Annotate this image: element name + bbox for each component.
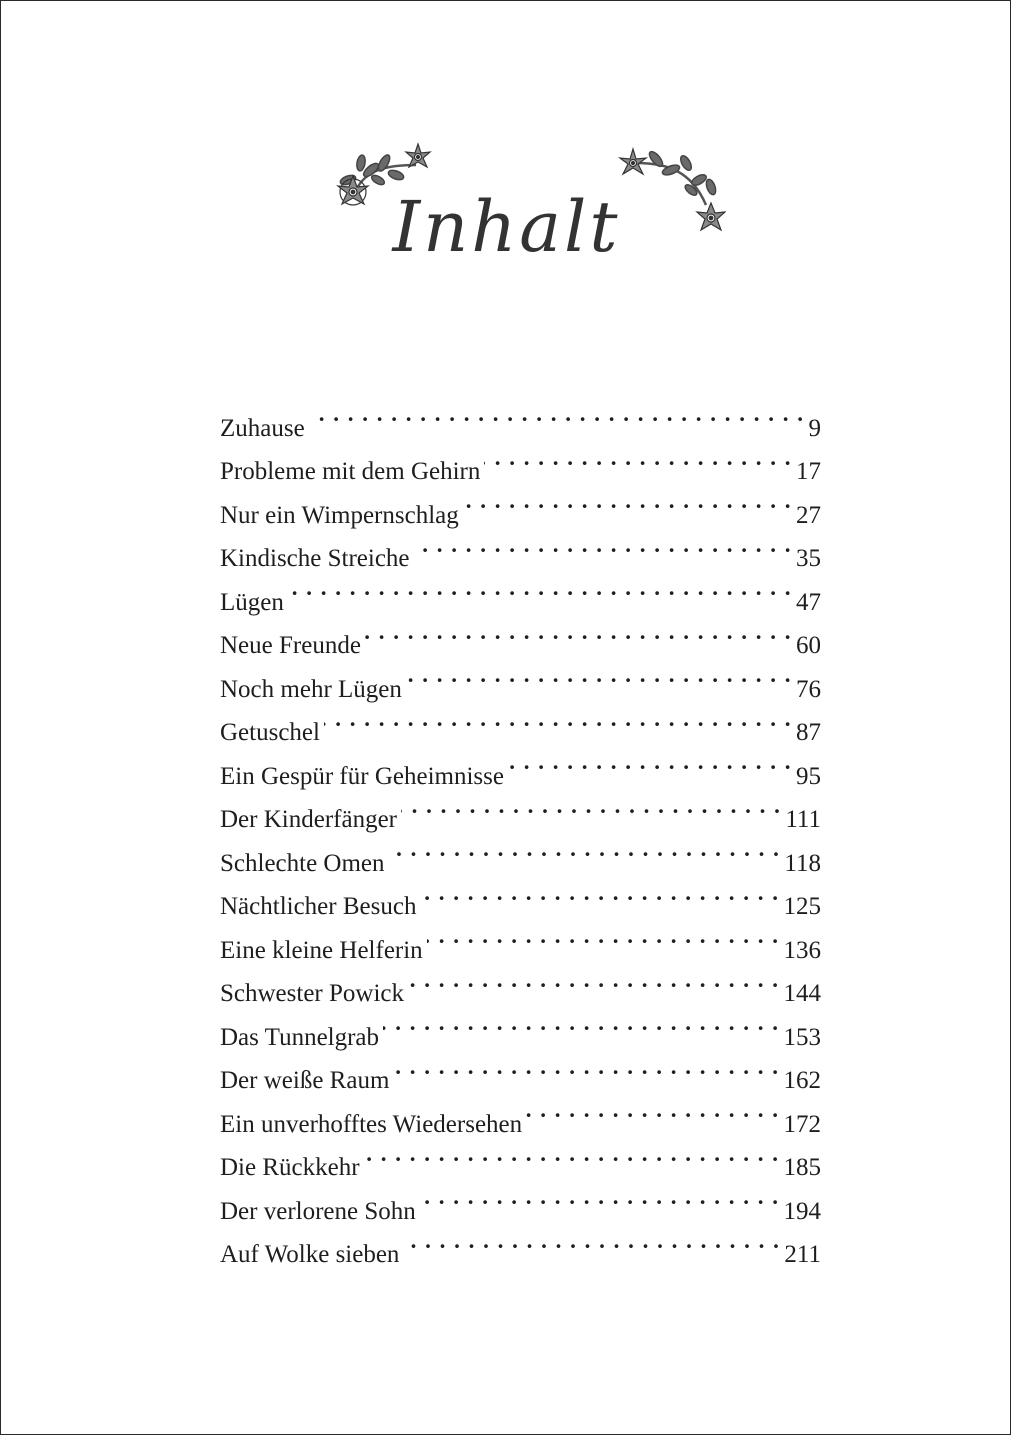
toc-dot-leader — [389, 827, 781, 871]
toc-entry-title: Nur ein Wimpernschlag — [220, 501, 459, 529]
toc-entry-page-number: 60 — [796, 632, 821, 659]
toc-entry-title: Neue Freunde — [220, 632, 361, 659]
toc-entry-page-number: 95 — [796, 762, 821, 790]
toc-entry-title: Das Tunnelgrab — [220, 1023, 380, 1051]
toc-entry-title: Die Rückkehr — [220, 1154, 360, 1181]
toc-entry-page-number: 194 — [783, 1197, 821, 1225]
toc-entry-page-number: 47 — [796, 588, 821, 616]
toc-entry-title: Der Kinderfänger — [220, 806, 397, 833]
toc-dot-leader — [508, 740, 792, 784]
toc-entry-page-number: 111 — [785, 806, 821, 833]
toc-entry-title: Ein unverhofftes Wiedersehen — [220, 1110, 523, 1138]
toc-entry-page-number: 35 — [796, 545, 821, 572]
toc-entry-page-number: 9 — [808, 414, 821, 442]
toc-dot-leader — [463, 479, 792, 523]
toc-entry-title: Auf Wolke sieben — [220, 1241, 400, 1268]
toc-dot-leader — [393, 1045, 779, 1089]
toc-dot-leader — [403, 1219, 780, 1263]
toc-entry — [220, 610, 821, 659]
toc-entry-title: Ein Gespür für Geheimnisse — [220, 762, 504, 790]
toc-dot-leader — [420, 871, 779, 915]
toc-dot-leader — [288, 566, 792, 610]
toc-entry-title: Lügen — [220, 588, 284, 616]
toc-entry-title: Zuhause — [220, 414, 305, 442]
toc-entry — [220, 436, 821, 485]
toc-entry-title: Schwester Powick — [220, 980, 404, 1007]
toc-entry-title: Der verlorene Sohn — [220, 1197, 416, 1225]
toc-entry-page-number: 185 — [783, 1154, 821, 1181]
toc-dot-leader — [427, 914, 780, 958]
toc-entry-title: Eine kleine Helferin — [220, 936, 423, 964]
toc-entry-page-number: 118 — [784, 849, 821, 877]
toc-entry-page-number: 27 — [796, 501, 821, 529]
toc-dot-leader — [383, 1001, 779, 1045]
toc-entry-page-number: 162 — [783, 1067, 821, 1094]
table-of-contents — [220, 392, 821, 1268]
toc-entry-page-number: 125 — [783, 893, 821, 920]
toc-dot-leader — [364, 1132, 780, 1176]
toc-entry-page-number: 153 — [783, 1023, 821, 1051]
page-title: Inhalt — [392, 186, 621, 268]
toc-entry-page-number: 76 — [796, 675, 821, 703]
toc-dot-leader — [414, 523, 792, 567]
toc-entry-page-number: 136 — [783, 936, 821, 964]
toc-entry-title: Schlechte Omen — [220, 849, 385, 877]
toc-dot-leader — [526, 1088, 779, 1132]
toc-entry-title: Getuschel — [220, 719, 320, 746]
toc-dot-leader — [406, 653, 792, 697]
toc-dot-leader — [408, 958, 780, 1002]
toc-entry-page-number: 87 — [796, 719, 821, 746]
toc-dot-leader — [401, 784, 781, 828]
toc-dot-leader — [365, 610, 792, 654]
toc-dot-leader — [420, 1175, 780, 1219]
toc-dot-leader — [324, 697, 792, 741]
toc-entry-title: Noch mehr Lügen — [220, 675, 402, 703]
toc-dot-leader — [309, 392, 805, 436]
toc-entry-title: Der weiße Raum — [220, 1067, 390, 1094]
toc-entry-title: Kindische Streiche — [220, 545, 410, 572]
toc-entry-title: Probleme mit dem Gehirn — [220, 458, 481, 485]
toc-entry-page-number: 144 — [783, 980, 821, 1007]
toc-dot-leader — [484, 436, 792, 480]
toc-entry-page-number: 17 — [796, 458, 821, 485]
toc-entry-title: Nächtlicher Besuch — [220, 893, 417, 920]
toc-entry — [220, 566, 821, 616]
toc-entry — [220, 392, 821, 442]
toc-entry-page-number: 172 — [783, 1110, 821, 1138]
toc-entry-page-number: 211 — [784, 1241, 821, 1268]
